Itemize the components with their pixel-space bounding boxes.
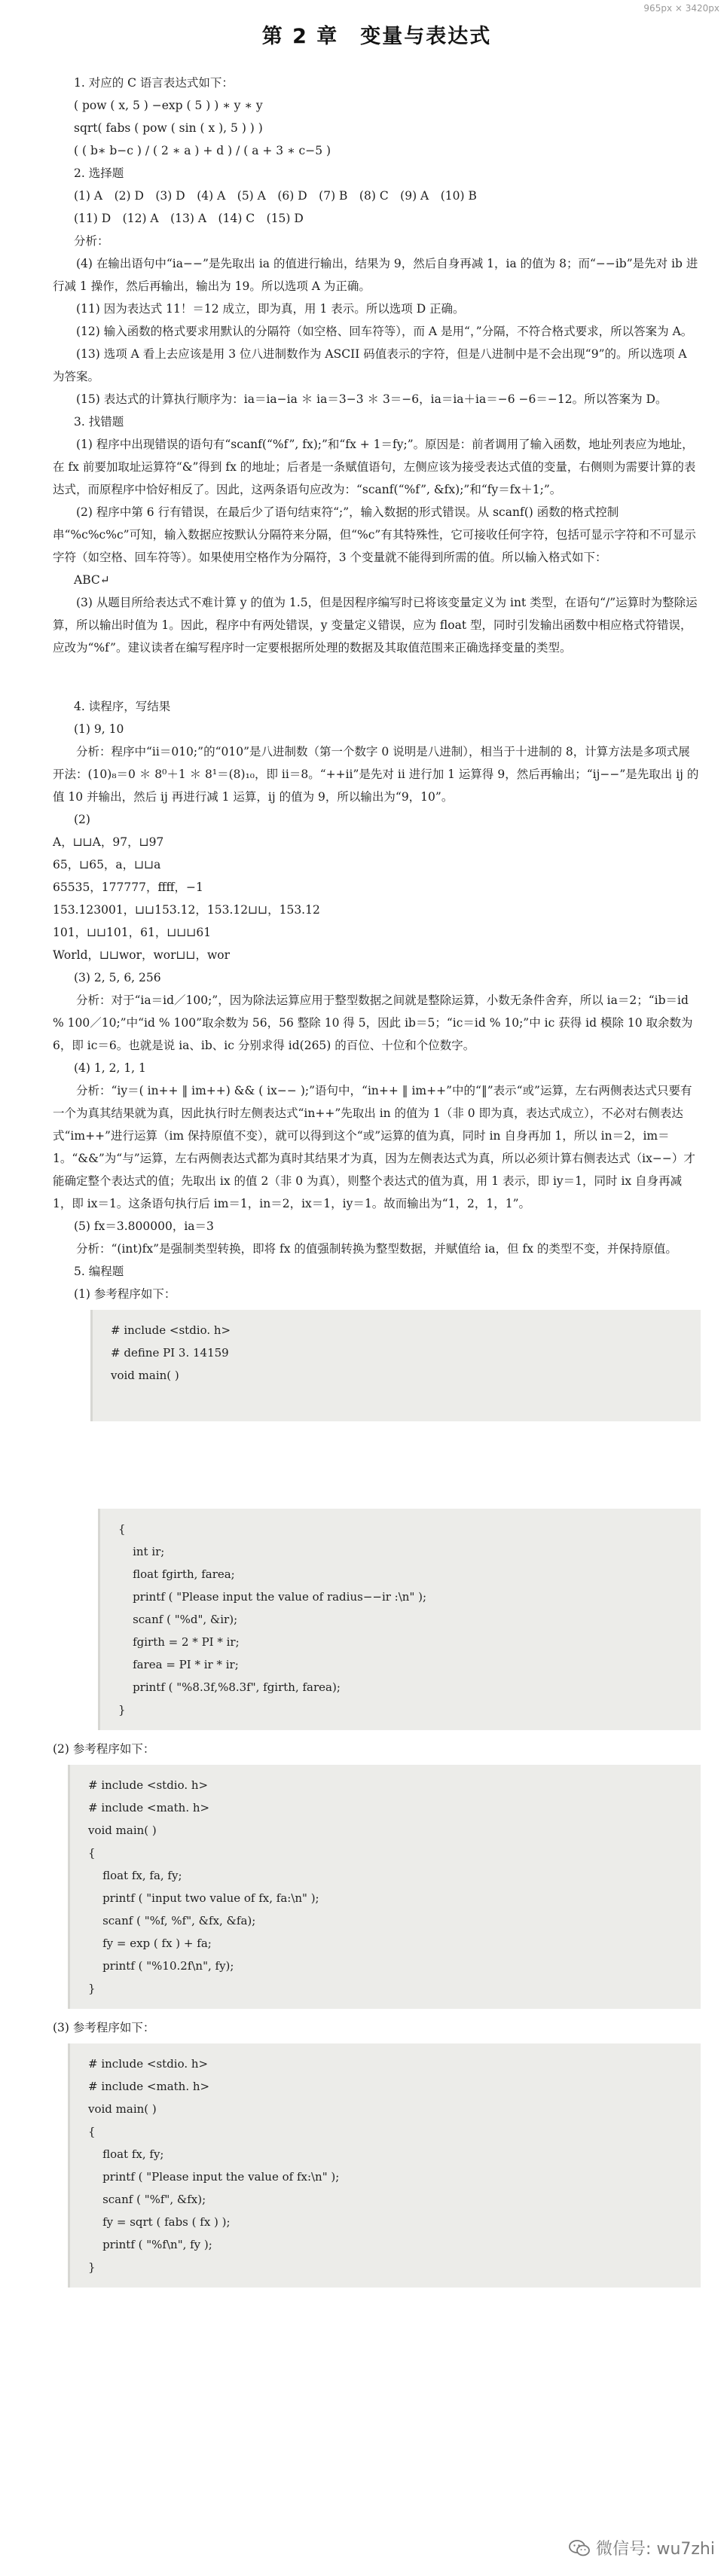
analysis-paragraph: (11) 因为表达式 11！＝12 成立，即为真，用 1 表示。所以选项 D 正确。: [76, 302, 465, 316]
program-2-code: # include <stdio. h> # include <math. h> void main( ) { float fx, fa, fy; printf ( "input two value of fx, fa:\n" ); scanf ( "%f, %f", &fx, &fa); fy = exp ( fx ) + fa; printf ( "%10.2f\n", fy); }: [68, 1765, 701, 2009]
chapter-title: 第 2 章 变量与表达式: [261, 25, 492, 48]
output-line: A，⊔⊔A，97，⊔97: [53, 835, 164, 849]
result-1: (1) 9, 10: [74, 722, 124, 736]
error-paragraph: (1) 程序中出现错误的语句有“scanf(“%f”, fx);”和“fx + 1＝fy;”。原因是：前者调用了输入函数，地址列表应为地址，在 fx 前要加取址运算符“&”得到 fx 的地址；后者是一条赋值语句，左侧应该为接受表达式值的变量，右侧则为需要计算的表达式，而原程序中恰好相反了。因此，这两条语句应改为：“scanf(“%f”, &fx);”和“fy＝fx＋1;”。: [53, 438, 696, 496]
spacer: [53, 677, 701, 695]
document-page: [53, 0, 701, 2295]
program-1-code-head: # include <stdio. h> # define PI 3. 14159 void main( ): [90, 1310, 701, 1421]
section-5: [53, 1260, 701, 2288]
wechat-icon: [569, 2539, 590, 2557]
answer-line: (1) A (2) D (3) D (4) A (5) A (6) D (7) B (8) C (9) A (10) B: [74, 189, 477, 203]
section-2: [53, 162, 701, 411]
output-line: 153.123001，⊔⊔153.12，153.12⊔⊔，153.12: [53, 903, 320, 917]
section-5-heading: 5. 编程题: [74, 1265, 124, 1278]
program-3-code: # include <stdio. h> # include <math. h> void main( ) { float fx, fy; printf ( "Please input the value of fx:\n" ); scanf ( "%f", &fx); fy = sqrt ( fabs ( fx ) ); printf ( "%f\n", fy ); }: [68, 2043, 701, 2288]
expression-line: ( ( b∗ b−c ) / ( 2 ∗ a ) + d ) / ( a + 3 ∗ c−5 ): [74, 144, 331, 157]
result-1-analysis: 分析：程序中“ii＝010;”的“010”是八进制数（第一个数字 0 说明是八进制），相当于十进制的 8，计算方法是多项式展开法：(10)₈＝0 ＊ 8⁰＋1 ＊ 8¹＝(8)₁₀，即 ii＝8。“++ii”是先对 ii 进行加 1 运算得 9，然后再输出；“ij−−”是先取出 ij 的值 10 并输出，然后 ij 再进行减 1 运算，ij 的值为 9，所以输出为“9，10”。: [53, 745, 699, 804]
result-5-analysis: 分析：“(int)fx”是强制类型转换，即将 fx 的值强制转换为整型数据，并赋值给 ia，但 fx 的类型不变，并保持原值。: [76, 1242, 677, 1256]
section-1: [53, 72, 701, 162]
result-5: (5) fx＝3.800000，ia＝3: [74, 1219, 214, 1233]
expression-line: ( pow ( x, 5 ) −exp ( 5 ) ) ∗ y ∗ y: [74, 99, 263, 112]
program-2-label: (2) 参考程序如下：: [53, 1742, 155, 1756]
image-dimensions-label: 965px × 3420px: [643, 3, 719, 14]
section-4-heading: 4. 读程序，写结果: [74, 700, 171, 713]
program-1-label: (1) 参考程序如下：: [74, 1287, 176, 1301]
program-1-code-body: { int ir; float fgirth, farea; printf ( "Please input the value of radius−−ir :\n" ); scanf ( "%d", &ir); fgirth = 2 * PI * ir; farea = PI * ir * ir; printf ( "%8.3f,%8.3f", fgirth, farea); }: [98, 1509, 701, 1730]
spacer: [53, 659, 701, 677]
program-3-label: (3) 参考程序如下：: [53, 2021, 155, 2034]
analysis-paragraph: (4) 在输出语句中“ia−−”是先取出 ia 的值进行输出，结果为 9，然后自身再减 1，ia 的值为 8；而“−−ib”是先对 ib 进行减 1 操作，然后再输出，输出为 19。所以选项 A 为正确。: [53, 257, 698, 293]
result-3-analysis: 分析：对于“ia＝id／100;”，因为除法运算应用于整型数据之间就是整除运算，小数无条件舍弃，所以 ia＝2；“ib＝id % 100／10;”中“id % 100”取余数为 56，56 整除 10 得 5，因此 ib＝5；“ic＝id % 10;”中 ic 获得 id 模除 10 取余数为 6，即 ic＝6。也就是说 ia、ib、ic 分别求得 id(265) 的百位、十位和个位数字。: [53, 993, 697, 1052]
expression-line: sqrt( fabs ( pow ( sin ( x ), 5 ) ) ): [74, 121, 263, 135]
section-3: [53, 411, 701, 659]
answer-line: (11) D (12) A (13) A (14) C (15) D: [74, 212, 304, 225]
section-4: [53, 695, 701, 1260]
watermark-text: 微信号: wu7zhi: [596, 2540, 715, 2559]
output-line: World，⊔⊔wor，wor⊔⊔，wor: [53, 948, 230, 962]
input-example: ABC↵: [74, 573, 110, 587]
output-line: 65，⊔65，a，⊔⊔a: [53, 858, 161, 871]
error-paragraph: (2) 程序中第 6 行有错误，在最后少了语句结束符“;”，输入数据的形式错误。从 scanf() 函数的格式控制串“%c%c%c”可知，输入数据应按默认分隔符来分隔，但“%c”有其特殊性，它可接收任何字符，包括可显示字符和不可显示字符（如空格、回车符等）。如果使用空格作为分隔符，3 个变量就不能得到所需的值。所以输入格式如下：: [53, 505, 696, 564]
result-3: (3) 2, 5, 6, 256: [74, 971, 161, 984]
wechat-watermark: [569, 2536, 715, 2559]
result-4: (4) 1, 2, 1, 1: [74, 1061, 146, 1075]
analysis-label: 分析：: [74, 234, 109, 248]
section-2-heading: 2. 选择题: [74, 166, 124, 180]
result-2-label: (2): [74, 813, 90, 826]
analysis-paragraph: (15) 表达式的计算执行顺序为：ia＝ia−ia ＊ ia＝3−3 ＊ 3＝−6，ia＝ia＋ia＝−6 −6＝−12。所以答案为 D。: [76, 392, 667, 406]
section-3-heading: 3. 找错题: [74, 415, 124, 429]
analysis-paragraph: (12) 输入函数的格式要求用默认的分隔符（如空格、回车符等），而 A 是用“，”分隔，不符合格式要求，所以答案为 A。: [76, 325, 693, 338]
analysis-paragraph: (13) 选项 A 看上去应该是用 3 位八进制数作为 ASCII 码值表示的字符，但是八进制中是不会出现“9”的。所以选项 A 为答案。: [53, 347, 691, 383]
result-4-analysis: 分析：“iy＝( in++ ‖ im++) && ( ix−− );”语句中，“in++ ‖ im++”中的“‖”表示“或”运算，左右两侧表达式只要有一个为真其结果就为真，因此执行时左侧表达式“in++”先取出 in 的值为 1（非 0 即为真，表达式成立），不必对右侧表达式“im++”进行运算（im 保持原值不变），就可以得到这个“或”运算的值为真，同时 in 自身再加 1，所以 in＝2，im＝1。“&&”为“与”运算，左右两侧表达式都为真时其结果才为真，因为左侧表达式为真，所以必须计算右侧表达式（ix−−）才能确定整个表达式的值；先取出 ix 的值 2（非 0 为真），则整个表达式的值为真，用 1 表示，即 iy＝1，同时 ix 自身再减 1，即 ix＝1。这条语句执行后 im＝1，in＝2，ix＝1，iy＝1。故而输出为“1，2，1，1”。: [53, 1084, 695, 1210]
output-line: 101，⊔⊔101，61，⊔⊔⊔61: [53, 926, 212, 939]
section-1-heading: 1. 对应的 C 语言表达式如下：: [74, 76, 234, 90]
error-paragraph: (3) 从题目所给表达式不难计算 y 的值为 1.5，但是因程序编写时已将该变量定义为 int 类型，在语句“/”运算时为整除运算，所以输出时值为 1。因此，程序中有两处错误，y 变量定义错误，应为 float 型，同时引发输出函数中相应格式符错误，应改为“%f”。建议读者在编写程序时一定要根据所处理的数据及其取值范围来正确选择变量的类型。: [53, 596, 698, 655]
page-gap: [53, 1429, 701, 1504]
output-line: 65535，177777，ffff，−1: [53, 881, 203, 894]
